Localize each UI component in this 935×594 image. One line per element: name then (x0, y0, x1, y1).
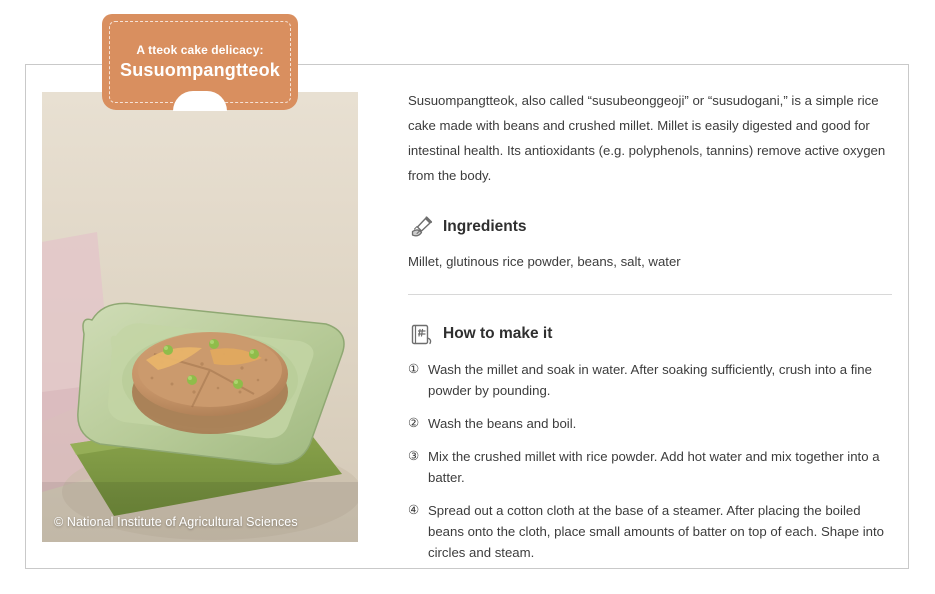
dish-photo (42, 92, 358, 542)
banner-kicker: A tteok cake delicacy: (136, 43, 264, 57)
step-text: Wash the millet and soak in water. After soaking sufficiently, crush into a fine powder by pounding. (428, 362, 872, 398)
steps-list (408, 359, 892, 563)
step-number: ① (408, 362, 420, 376)
how-to-make-title: How to make it (443, 325, 553, 342)
recipe-banner (102, 14, 298, 110)
step-text: Wash the beans and boil. (428, 416, 577, 431)
banner-notch (173, 91, 227, 111)
intro-paragraph: Susuompangtteok, also called “susubeonggeoji” or “susudogani,” is a simple rice cake made with beans and crushed millet. Millet is easily digested and good for intestinal health. Its antioxidants (e.g. polyphenols, tannins) remove active oxygen from the body. (408, 93, 886, 183)
how-to-make-heading (408, 321, 892, 347)
ingredients-heading (408, 214, 892, 240)
ingredients-text: Millet, glutinous rice powder, beans, salt, water (408, 254, 681, 269)
step-number: ② (408, 416, 420, 430)
recipe-book-icon (408, 321, 434, 347)
step-text: Spread out a cotton cloth at the base of a steamer. After placing the boiled beans onto the cloth, place small amounts of batter on top of each. Shape into circles and steam. (428, 503, 884, 560)
section-divider (408, 294, 892, 295)
ingredients-title: Ingredients (443, 218, 527, 235)
list-item (408, 446, 892, 488)
list-item (408, 500, 892, 563)
how-to-make-section (408, 321, 892, 563)
list-item (408, 359, 892, 401)
step-number: ④ (408, 503, 420, 517)
step-number: ③ (408, 449, 420, 463)
ingredients-section (408, 214, 892, 295)
recipe-content (408, 88, 892, 575)
list-item (408, 413, 892, 434)
mortar-pestle-icon (408, 214, 434, 240)
dish-photo-illustration (42, 92, 358, 542)
photo-credit: © National Institute of Agricultural Sciences (54, 515, 298, 529)
step-text: Mix the crushed millet with rice powder. Add hot water and mix together into a batter. (428, 449, 880, 485)
banner-title: Susuompangtteok (119, 60, 280, 80)
